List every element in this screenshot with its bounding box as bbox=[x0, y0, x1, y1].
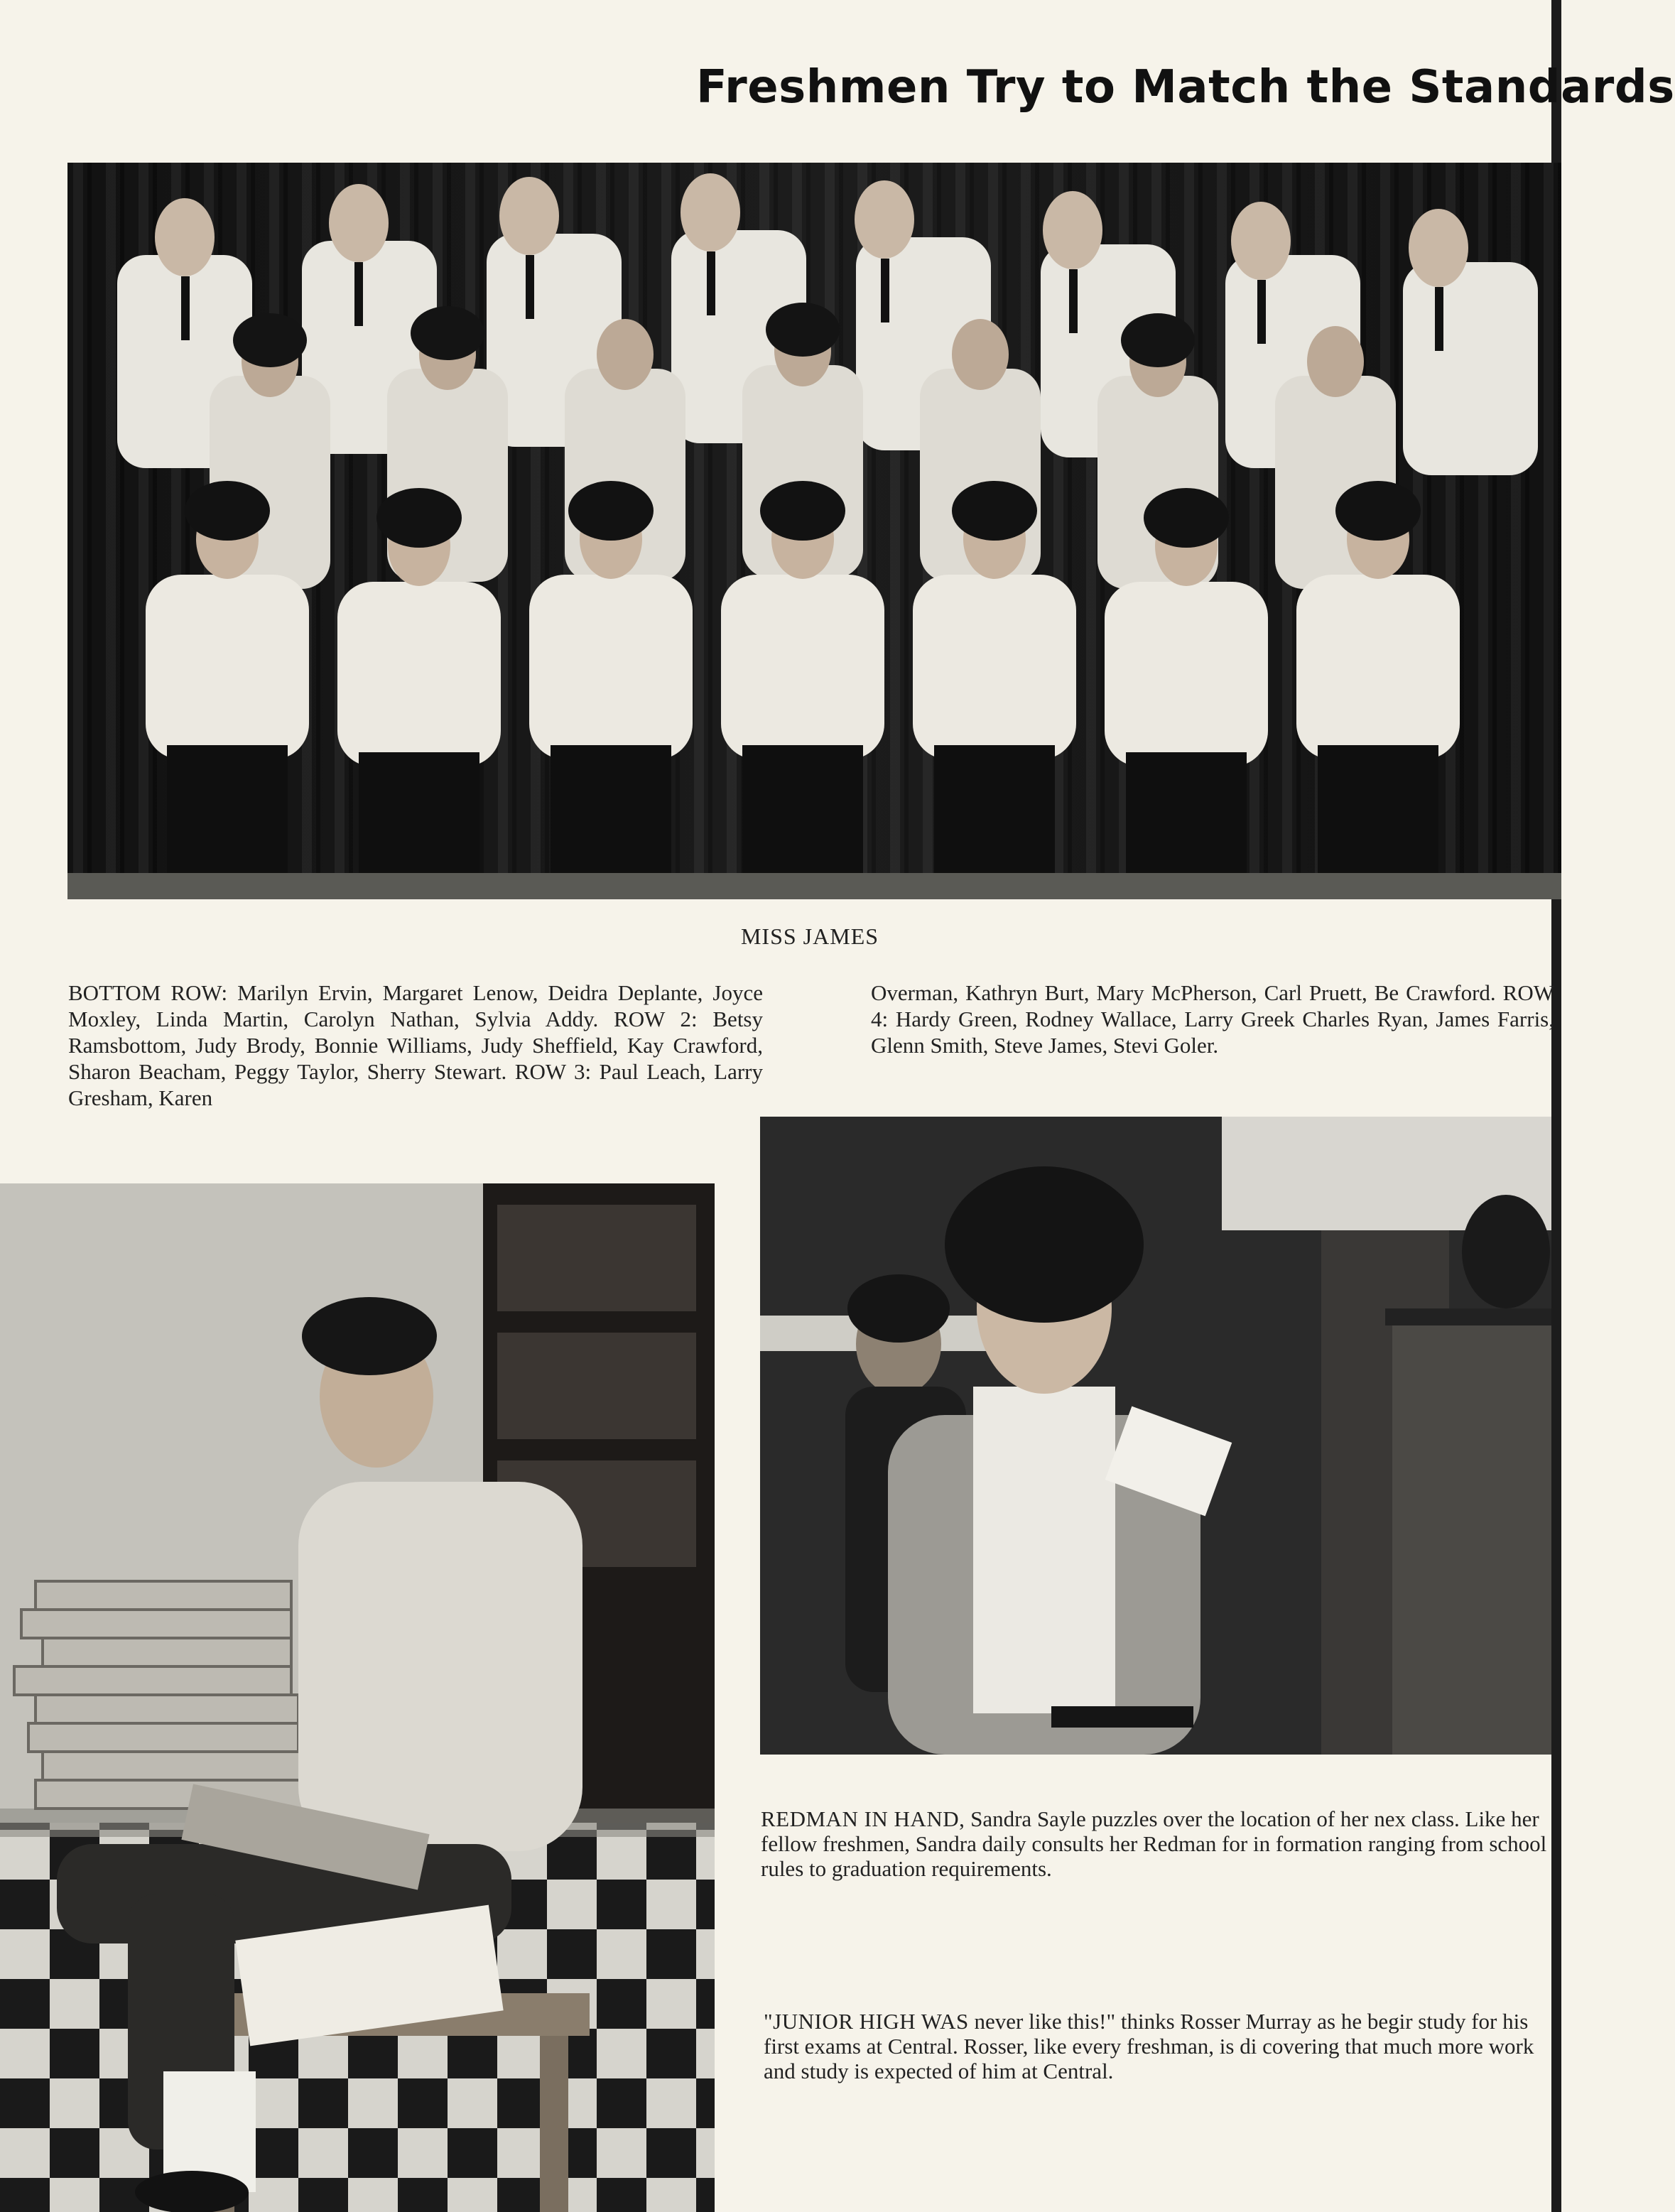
study-photo-image bbox=[0, 1183, 715, 2212]
redman-caption-lead: REDMAN IN HAND, bbox=[761, 1806, 965, 1831]
adviser-label: MISS JAMES bbox=[740, 923, 879, 949]
roster-left-column: BOTTOM ROW: Marilyn Ervin, Margaret Lenow, Deidra Deplante, Joyce Moxley, Linda Martin, Carolyn Nathan, Sylvia Addy. ROW 2: Betsy Ramsbottom, Judy Brody, Bonnie Williams, Judy Sheffield, Kay Crawford, Sharon Beacham, Peggy Taylor, Sherry Stewart. ROW 3: Paul Leach, Larry Gresham, Karen bbox=[68, 980, 763, 1110]
study-photo-caption bbox=[764, 2009, 1549, 2094]
page-title: Freshmen Try to Match the Standards bbox=[696, 61, 1675, 114]
group-photo-image bbox=[67, 163, 1561, 899]
redman-photo-caption bbox=[761, 1806, 1549, 1892]
roster-right-column: Overman, Kathryn Burt, Mary McPherson, Carl Pruett, Be Crawford. ROW 4: Hardy Green, Rodney Wallace, Larry Greek Charles Ryan, James Farris, Glenn Smith, Steve James, Stevi Goler. bbox=[871, 980, 1554, 1058]
study-caption-text: never like this!" thinks Rosser Murray as he begir study for his first exams at Central. Rosser, like every freshman, is di covering that much more work and study is expected of him at Central. bbox=[764, 2009, 1534, 2083]
redman-photo-image bbox=[760, 1117, 1551, 1755]
sandra-sayle-redman-photo bbox=[760, 1117, 1551, 1755]
study-caption-lead: "JUNIOR HIGH WAS bbox=[764, 2009, 969, 2034]
freshman-class-group-photo bbox=[67, 163, 1561, 899]
rosser-murray-study-photo bbox=[0, 1183, 715, 2212]
redman-caption-text: Sandra Sayle puzzles over the location of her nex class. Like her fellow freshmen, Sandra daily consults her Redman for in formation ranging from school rules to graduation requirements. bbox=[761, 1806, 1547, 1881]
